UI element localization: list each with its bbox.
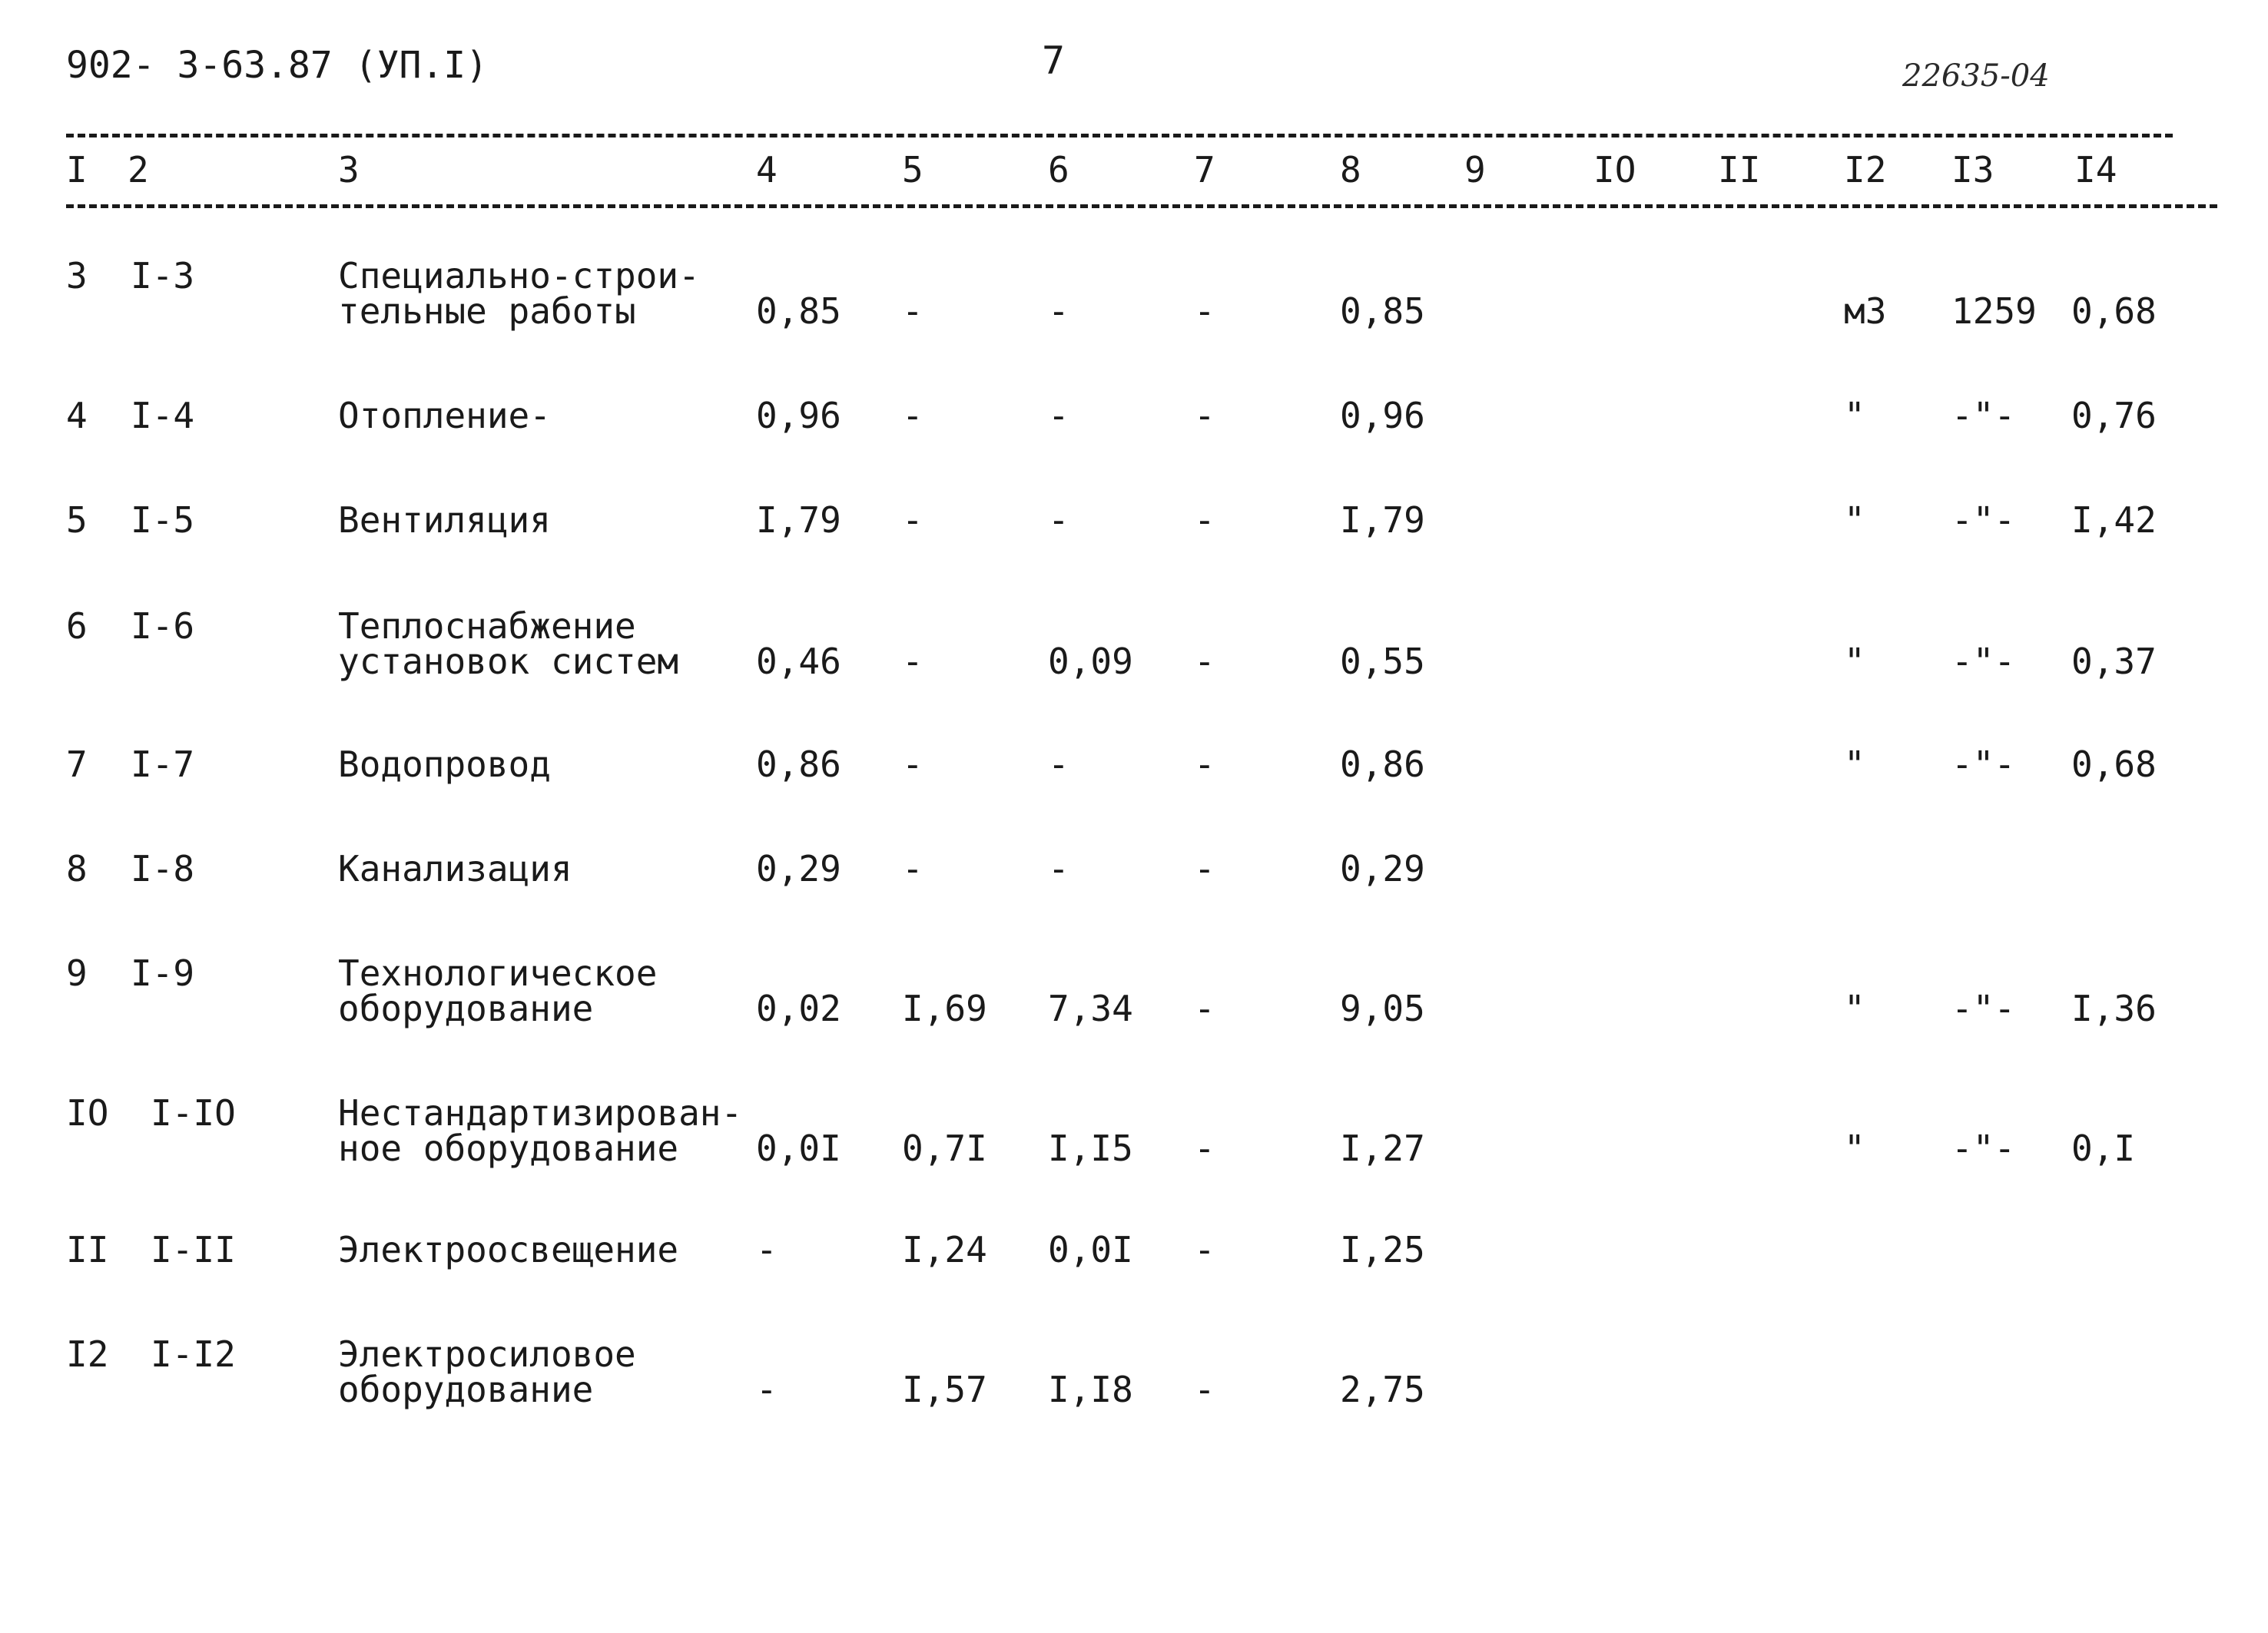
row-code: I-IO bbox=[151, 1092, 236, 1134]
row-number: I2 bbox=[66, 1333, 109, 1375]
column-number: I4 bbox=[2074, 149, 2117, 190]
cell-col4: 0,02 bbox=[756, 988, 841, 1029]
cell-col5: - bbox=[902, 499, 923, 541]
cell-col14: 0,76 bbox=[2071, 395, 2157, 436]
cell-col6: 7,34 bbox=[1048, 988, 1133, 1029]
cell-col7: - bbox=[1194, 744, 1215, 785]
cell-col14: 0,I bbox=[2071, 1128, 2136, 1169]
cell-col12: м3 bbox=[1844, 290, 1887, 332]
cell-col7: - bbox=[1194, 988, 1215, 1029]
cell-col12: " bbox=[1844, 499, 1865, 541]
row-code: I-3 bbox=[131, 255, 195, 296]
row-number: 8 bbox=[66, 848, 88, 889]
cell-col14: 0,37 bbox=[2071, 641, 2157, 682]
cell-col5: - bbox=[902, 744, 923, 785]
cell-col4: 0,46 bbox=[756, 641, 841, 682]
work-description: Специально-строи- тельные работы bbox=[338, 255, 700, 332]
cell-col4: 0,29 bbox=[756, 848, 841, 889]
cell-col4: I,79 bbox=[756, 499, 841, 541]
cell-col13: -"- bbox=[1951, 988, 2016, 1029]
cell-col7: - bbox=[1194, 499, 1215, 541]
row-code: I-4 bbox=[131, 395, 195, 436]
cell-col8: I,25 bbox=[1340, 1229, 1425, 1270]
cell-col13: -"- bbox=[1951, 744, 2016, 785]
cell-col4: 0,96 bbox=[756, 395, 841, 436]
cell-col13: 1259 bbox=[1951, 290, 2037, 332]
work-description: Электросиловое оборудование bbox=[338, 1333, 636, 1410]
cell-col7: - bbox=[1194, 290, 1215, 332]
cell-col8: I,27 bbox=[1340, 1128, 1425, 1169]
column-number: 9 bbox=[1464, 149, 1486, 190]
column-number: IO bbox=[1593, 149, 1636, 190]
cell-col14: I,36 bbox=[2071, 988, 2157, 1029]
row-code: I-5 bbox=[131, 499, 195, 541]
row-number: 5 bbox=[66, 499, 88, 541]
cell-col12: " bbox=[1844, 641, 1865, 682]
cell-col6: - bbox=[1048, 290, 1069, 332]
work-description: Отопление- bbox=[338, 395, 551, 436]
row-code: I-I2 bbox=[151, 1333, 236, 1375]
cell-col4: - bbox=[756, 1229, 778, 1270]
cell-col4: 0,85 bbox=[756, 290, 841, 332]
column-number: 6 bbox=[1048, 149, 1069, 190]
cell-col8: 0,29 bbox=[1340, 848, 1425, 889]
cell-col7: - bbox=[1194, 1229, 1215, 1270]
cell-col13: -"- bbox=[1951, 499, 2016, 541]
row-number: 9 bbox=[66, 952, 88, 994]
column-number: I3 bbox=[1951, 149, 1994, 190]
cell-col6: - bbox=[1048, 744, 1069, 785]
column-number: 5 bbox=[902, 149, 923, 190]
row-code: I-8 bbox=[131, 848, 195, 889]
cell-col13: -"- bbox=[1951, 395, 2016, 436]
row-code: I-9 bbox=[131, 952, 195, 994]
cell-col6: I,I5 bbox=[1048, 1128, 1133, 1169]
header-top-rule bbox=[66, 134, 2173, 137]
cell-col7: - bbox=[1194, 1369, 1215, 1410]
cell-col7: - bbox=[1194, 848, 1215, 889]
work-description: Водопровод bbox=[338, 744, 551, 785]
column-number: I2 bbox=[1844, 149, 1887, 190]
cell-col12: " bbox=[1844, 395, 1865, 436]
cell-col6: 0,09 bbox=[1048, 641, 1133, 682]
column-number: 3 bbox=[338, 149, 360, 190]
cell-col7: - bbox=[1194, 1128, 1215, 1169]
column-number: II bbox=[1718, 149, 1761, 190]
cell-col8: I,79 bbox=[1340, 499, 1425, 541]
header-bottom-rule bbox=[66, 204, 2217, 208]
column-number: I bbox=[66, 149, 88, 190]
cell-col8: 0,85 bbox=[1340, 290, 1425, 332]
archive-stamp-number: 22635-04 bbox=[1902, 58, 2050, 94]
cell-col8: 0,86 bbox=[1340, 744, 1425, 785]
cell-col12: " bbox=[1844, 1128, 1865, 1169]
column-number: 8 bbox=[1340, 149, 1361, 190]
cell-col13: -"- bbox=[1951, 1128, 2016, 1169]
cell-col14: I,42 bbox=[2071, 499, 2157, 541]
cell-col6: - bbox=[1048, 395, 1069, 436]
work-description: Теплоснабжение установок систем bbox=[338, 605, 679, 682]
cell-col5: 0,7I bbox=[902, 1128, 987, 1169]
cell-col12: " bbox=[1844, 988, 1865, 1029]
cell-col8: 0,55 bbox=[1340, 641, 1425, 682]
row-number: 3 bbox=[66, 255, 88, 296]
work-description: Канализация bbox=[338, 848, 572, 889]
cell-col8: 9,05 bbox=[1340, 988, 1425, 1029]
work-description: Технологическое оборудование bbox=[338, 952, 658, 1029]
row-number: II bbox=[66, 1229, 109, 1270]
cell-col6: - bbox=[1048, 499, 1069, 541]
cell-col4: - bbox=[756, 1369, 778, 1410]
cell-col5: - bbox=[902, 290, 923, 332]
cell-col13: -"- bbox=[1951, 641, 2016, 682]
row-code: I-6 bbox=[131, 605, 195, 647]
column-number: 2 bbox=[128, 149, 149, 190]
cell-col5: I,24 bbox=[902, 1229, 987, 1270]
cell-col5: I,69 bbox=[902, 988, 987, 1029]
cell-col14: 0,68 bbox=[2071, 744, 2157, 785]
cell-col5: - bbox=[902, 848, 923, 889]
column-number: 4 bbox=[756, 149, 778, 190]
row-number: 6 bbox=[66, 605, 88, 647]
document-code: 902- 3-63.87 (УП.I) bbox=[66, 44, 489, 87]
cell-col4: 0,86 bbox=[756, 744, 841, 785]
cell-col12: " bbox=[1844, 744, 1865, 785]
cell-col6: - bbox=[1048, 848, 1069, 889]
cell-col6: 0,0I bbox=[1048, 1229, 1133, 1270]
cell-col5: I,57 bbox=[902, 1369, 987, 1410]
page-number: 7 bbox=[1042, 38, 1066, 83]
cell-col5: - bbox=[902, 641, 923, 682]
cell-col5: - bbox=[902, 395, 923, 436]
cell-col7: - bbox=[1194, 641, 1215, 682]
cell-col14: 0,68 bbox=[2071, 290, 2157, 332]
column-number: 7 bbox=[1194, 149, 1215, 190]
row-code: I-II bbox=[151, 1229, 236, 1270]
cell-col6: I,I8 bbox=[1048, 1369, 1133, 1410]
cell-col8: 0,96 bbox=[1340, 395, 1425, 436]
cell-col8: 2,75 bbox=[1340, 1369, 1425, 1410]
row-number: 4 bbox=[66, 395, 88, 436]
work-description: Электроосвещение bbox=[338, 1229, 679, 1270]
work-description: Нестандартизирован- ное оборудование bbox=[338, 1092, 743, 1169]
cell-col7: - bbox=[1194, 395, 1215, 436]
work-description: Вентиляция bbox=[338, 499, 551, 541]
row-number: IO bbox=[66, 1092, 109, 1134]
cell-col4: 0,0I bbox=[756, 1128, 841, 1169]
row-code: I-7 bbox=[131, 744, 195, 785]
row-number: 7 bbox=[66, 744, 88, 785]
